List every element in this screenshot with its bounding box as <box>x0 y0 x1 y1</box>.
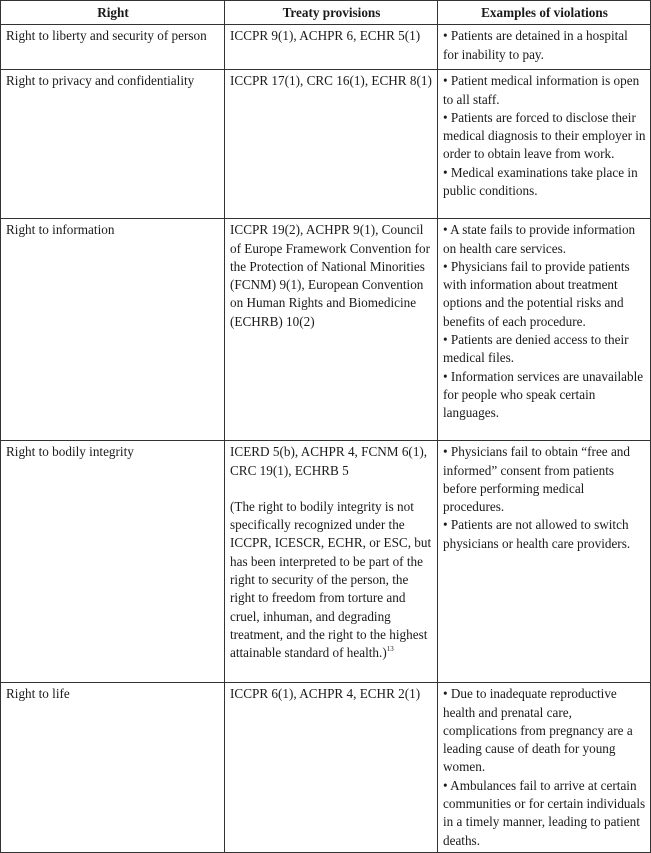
violation-example: • Patients are detained in a hospital for inability to pay. <box>443 28 628 62</box>
examples-cell <box>438 683 651 853</box>
violation-example: • Information services are unavailable for people who speak certain languages. <box>443 368 644 421</box>
table-row <box>1 441 651 683</box>
violation-example: • Patients are not allowed to switch physicians or health care providers. <box>443 517 631 551</box>
violation-example: • Medical examinations take place in public conditions. <box>443 164 638 199</box>
header-row <box>1 1 651 25</box>
treaty-cell <box>225 441 438 683</box>
table-row <box>1 219 651 441</box>
examples-cell <box>438 441 651 683</box>
examples-cell <box>438 219 651 441</box>
header-right: Right <box>1 1 225 25</box>
table-row <box>1 25 651 70</box>
violation-example: • Physicians fail to obtain “free and informed” consent from patients before performing medical procedures. <box>443 444 630 515</box>
treaty-text: ICCPR 9(1), ACHPR 6, ECHR 5(1) <box>230 28 421 44</box>
header-treaty: Treaty provisions <box>225 1 438 25</box>
violation-example: • Patients are forced to disclose their medical diagnosis to their employer in order to obtain leave from work. <box>443 109 646 162</box>
treaty-text: ICCPR 17(1), CRC 16(1), ECHR 8(1) <box>230 73 432 89</box>
examples-cell <box>438 70 651 219</box>
examples-cell <box>438 25 651 70</box>
treaty-cell <box>225 219 438 441</box>
table-row <box>1 683 651 853</box>
treaty-cell <box>225 25 438 70</box>
right-cell: Right to privacy and confidentiality <box>1 70 225 219</box>
violation-example: • Patients are denied access to their medical files. <box>443 332 629 366</box>
right-cell: Right to bodily integrity <box>1 441 225 683</box>
header-examples: Examples of violations <box>438 1 651 25</box>
violation-example: • A state fails to provide information on health care services. <box>443 222 636 256</box>
treaty-cell <box>225 683 438 853</box>
violation-example: • Ambulances fail to arrive at certain communities or for certain individuals in a timely manner, leading to patient deaths. <box>443 777 646 848</box>
violation-example: • Due to inadequate reproductive health and prenatal care, complications from pregnancy are a leading cause of death for young women. <box>443 686 633 775</box>
treaty-text: ICERD 5(b), ACHPR 4, FCNM 6(1), CRC 19(1), ECHRB 5 <box>230 444 428 478</box>
treaty-cell <box>225 70 438 219</box>
right-cell: Right to liberty and security of person <box>1 25 225 70</box>
treaty-note <box>230 498 433 663</box>
treaty-text: ICCPR 6(1), ACHPR 4, ECHR 2(1) <box>230 686 421 702</box>
violation-example: • Physicians fail to provide patients with information about treatment options and the potential risks and benefits of each procedure. <box>443 258 630 329</box>
table-row <box>1 70 651 219</box>
right-cell: Right to life <box>1 683 225 853</box>
violation-example: • Patient medical information is open to all staff. <box>443 73 640 107</box>
treaty-note-text: (The right to bodily integrity is not specifically recognized under the ICCPR, ICESCR, ECHR, or ESC, but has been interpreted to be part of the right to security of the person, the right to freedom from torture and cruel, inhuman, and degrading treatment, and the right to the highest attainable standard of health.) <box>230 498 432 661</box>
footnote-marker: 13 <box>386 645 394 654</box>
right-cell: Right to information <box>1 219 225 441</box>
treaty-text: ICCPR 19(2), ACHPR 9(1), Council of Europe Framework Convention for the Protection of National Minorities (FCNM) 9(1), European Convention on Human Rights and Biomedicine (ECHRB) 10(2) <box>230 222 430 329</box>
